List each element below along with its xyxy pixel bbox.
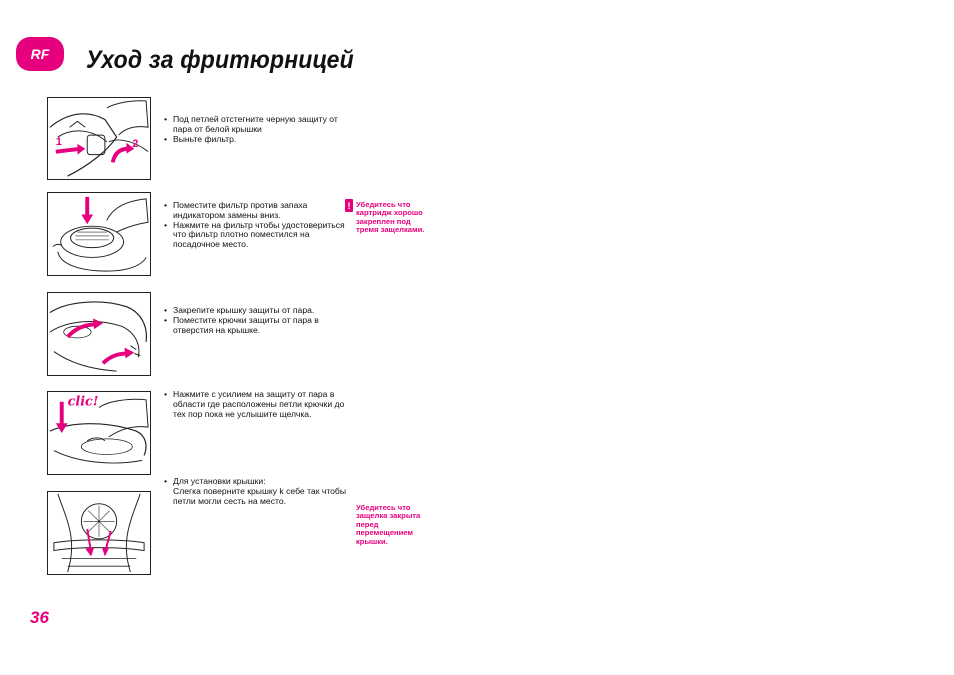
step-2-text [164, 201, 349, 250]
callout-2: 2 [132, 137, 139, 150]
step-5-illustration [47, 491, 151, 575]
step-1-item-2: • Выньте фильтр. [164, 135, 349, 145]
page-title: Уход за фритюрницей [86, 46, 354, 74]
callout-1: 1 [55, 135, 62, 148]
step-3-item-1: • Закрепите крышку защиты от пара. [164, 306, 349, 316]
step-2-item-1: • Поместите фильтр против запаха индикатором замены вниз. [164, 201, 349, 221]
step-3-text [164, 306, 349, 335]
step-5-subtext: Слегка поверните крышку k себе так чтобы петли могли сесть на место. [173, 485, 347, 506]
step-1-illustration [47, 97, 151, 180]
language-badge-label: RF [30, 46, 50, 62]
step-5-text [164, 477, 349, 506]
step-2-item-2: • Нажмите на фильтр чтобы удостовериться что фильтр плотно поместился на посадочное место. [164, 221, 349, 250]
step-5-item-1: • Для установки крышки: [164, 477, 349, 487]
step-3-illustration [47, 292, 151, 376]
step-4-illustration [47, 391, 151, 475]
clic-callout: clic! [67, 393, 99, 409]
step-1-item-1: • Под петлей отстегните черную защиту от пара от белой крышки [164, 115, 349, 135]
step-1-text [164, 115, 349, 144]
language-badge [16, 37, 64, 71]
step-4-text [164, 390, 349, 419]
page-number: 36 [30, 608, 49, 627]
step-4-item-1: • Нажмите с усилием на защиту от пара в области где расположены петли крючки до тех пор пока не услышите щелчка. [164, 390, 349, 419]
step-3-item-2: • Поместите крючки защиты от пара в отверстия на крышке. [164, 316, 349, 336]
step-2-illustration [47, 192, 151, 276]
warning-icon: ! [345, 199, 353, 212]
step-2-note: Убедитесь что картридж хорошо закреплен под тремя защелками. [356, 200, 425, 235]
step-5-note: Убедитесь что защелка закрыта перед перемещением крышки. [356, 503, 421, 546]
